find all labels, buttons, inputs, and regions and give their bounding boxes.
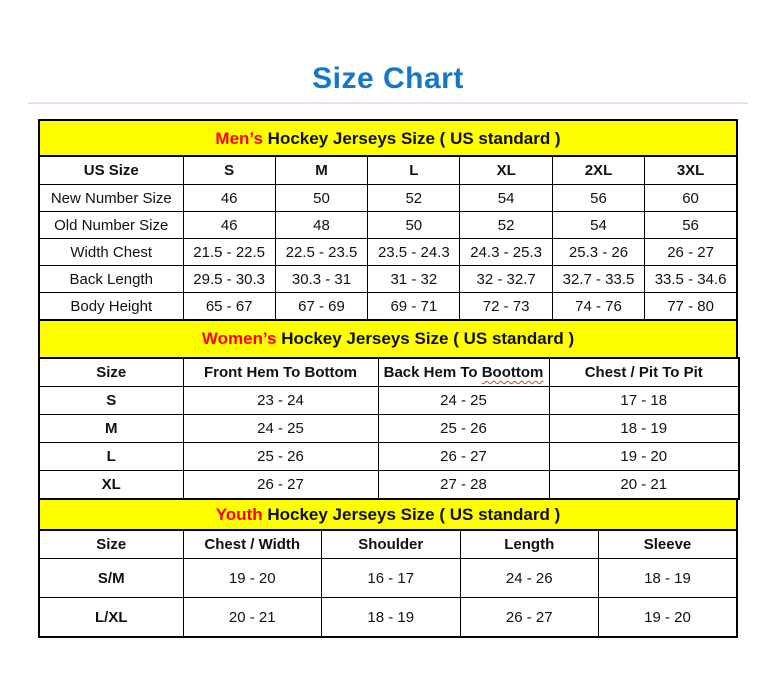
cell-value: 32 - 32.7 xyxy=(460,266,552,293)
cell-value: 60 xyxy=(645,185,737,212)
column-header: Chest / Width xyxy=(183,530,322,559)
row-label: S xyxy=(39,387,183,415)
column-header-row xyxy=(39,358,739,387)
column-header-row xyxy=(39,156,737,185)
cell-value: 23 - 24 xyxy=(183,387,378,415)
cell-value: 19 - 20 xyxy=(549,443,739,471)
cell-value: 24 - 25 xyxy=(183,415,378,443)
column-header-text: Back Hem To xyxy=(383,364,482,381)
cell-value: 56 xyxy=(645,212,737,239)
cell-value: 24 - 25 xyxy=(378,387,549,415)
column-header: 2XL xyxy=(552,156,644,185)
row-label: L xyxy=(39,443,183,471)
table-row xyxy=(39,415,739,443)
cell-value: 46 xyxy=(183,185,275,212)
cell-value: 20 - 21 xyxy=(549,471,739,500)
column-header: M xyxy=(275,156,367,185)
column-header: S xyxy=(183,156,275,185)
cell-value: 77 - 80 xyxy=(645,293,737,321)
table-row xyxy=(39,559,737,598)
cell-value: 25 - 26 xyxy=(378,415,549,443)
table-row xyxy=(39,239,737,266)
cell-value: 29.5 - 30.3 xyxy=(183,266,275,293)
row-label: Back Length xyxy=(39,266,183,293)
page-title: Size Chart xyxy=(312,62,464,95)
table-row xyxy=(39,443,739,471)
size-chart xyxy=(38,119,738,638)
row-label: Width Chest xyxy=(39,239,183,266)
cell-value: 23.5 - 24.3 xyxy=(368,239,460,266)
column-header: L xyxy=(368,156,460,185)
cell-value: 21.5 - 22.5 xyxy=(183,239,275,266)
cell-value: 27 - 28 xyxy=(378,471,549,500)
row-label: New Number Size xyxy=(39,185,183,212)
section-title-text: Hockey Jerseys Size ( US standard ) xyxy=(276,329,575,348)
cell-value: 30.3 - 31 xyxy=(275,266,367,293)
row-label: Body Height xyxy=(39,293,183,321)
cell-value: 52 xyxy=(460,212,552,239)
table-row xyxy=(39,293,737,321)
table-row xyxy=(39,185,737,212)
cell-value: 31 - 32 xyxy=(368,266,460,293)
table-row xyxy=(39,266,737,293)
column-header: Length xyxy=(460,530,599,559)
column-header: Chest / Pit To Pit xyxy=(549,358,739,387)
column-header-row xyxy=(39,530,737,559)
column-header: Size xyxy=(39,530,183,559)
cell-value: 33.5 - 34.6 xyxy=(645,266,737,293)
column-header: Shoulder xyxy=(322,530,461,559)
column-header: 3XL xyxy=(645,156,737,185)
cell-value: 72 - 73 xyxy=(460,293,552,321)
column-header xyxy=(378,358,549,387)
cell-value: 18 - 19 xyxy=(322,598,461,638)
cell-value: 74 - 76 xyxy=(552,293,644,321)
youth-size-table xyxy=(38,529,738,638)
cell-value: 26 - 27 xyxy=(183,471,378,500)
section-title-accent: Youth xyxy=(215,505,263,524)
cell-value: 69 - 71 xyxy=(368,293,460,321)
cell-value: 50 xyxy=(368,212,460,239)
row-label: M xyxy=(39,415,183,443)
table-row xyxy=(39,471,739,500)
row-label: S/M xyxy=(39,559,183,598)
table-row xyxy=(39,598,737,638)
cell-value: 54 xyxy=(460,185,552,212)
column-header: XL xyxy=(460,156,552,185)
cell-value: 32.7 - 33.5 xyxy=(552,266,644,293)
cell-value: 56 xyxy=(552,185,644,212)
row-label: Old Number Size xyxy=(39,212,183,239)
misspelled-word: Boottom xyxy=(481,364,544,381)
women-size-table xyxy=(38,357,740,500)
cell-value: 48 xyxy=(275,212,367,239)
cell-value: 26 - 27 xyxy=(460,598,599,638)
cell-value: 25.3 - 26 xyxy=(552,239,644,266)
cell-value: 26 - 27 xyxy=(645,239,737,266)
cell-value: 19 - 20 xyxy=(599,598,738,638)
section-title-text: Hockey Jerseys Size ( US standard ) xyxy=(262,129,561,148)
cell-value: 26 - 27 xyxy=(378,443,549,471)
table-row xyxy=(39,387,739,415)
men-size-table xyxy=(38,155,738,321)
cell-value: 67 - 69 xyxy=(275,293,367,321)
column-header: Sleeve xyxy=(599,530,738,559)
row-label: L/XL xyxy=(39,598,183,638)
cell-value: 54 xyxy=(552,212,644,239)
cell-value: 18 - 19 xyxy=(599,559,738,598)
cell-value: 24 - 26 xyxy=(460,559,599,598)
cell-value: 16 - 17 xyxy=(322,559,461,598)
section-header-youth xyxy=(38,500,738,529)
row-label: XL xyxy=(39,471,183,500)
cell-value: 18 - 19 xyxy=(549,415,739,443)
cell-value: 25 - 26 xyxy=(183,443,378,471)
section-title-accent: Men’s xyxy=(215,129,263,148)
cell-value: 19 - 20 xyxy=(183,559,322,598)
cell-value: 22.5 - 23.5 xyxy=(275,239,367,266)
table-row xyxy=(39,212,737,239)
section-header-women xyxy=(38,321,738,357)
cell-value: 50 xyxy=(275,185,367,212)
section-header-men xyxy=(38,119,738,155)
title-divider xyxy=(28,102,748,104)
cell-value: 24.3 - 25.3 xyxy=(460,239,552,266)
cell-value: 65 - 67 xyxy=(183,293,275,321)
cell-value: 52 xyxy=(368,185,460,212)
section-title-text: Hockey Jerseys Size ( US standard ) xyxy=(262,505,561,524)
cell-value: 17 - 18 xyxy=(549,387,739,415)
column-header: US Size xyxy=(39,156,183,185)
section-title-accent: Women’s xyxy=(201,329,277,348)
cell-value: 20 - 21 xyxy=(183,598,322,638)
column-header: Front Hem To Bottom xyxy=(183,358,378,387)
column-header: Size xyxy=(39,358,183,387)
cell-value: 46 xyxy=(183,212,275,239)
